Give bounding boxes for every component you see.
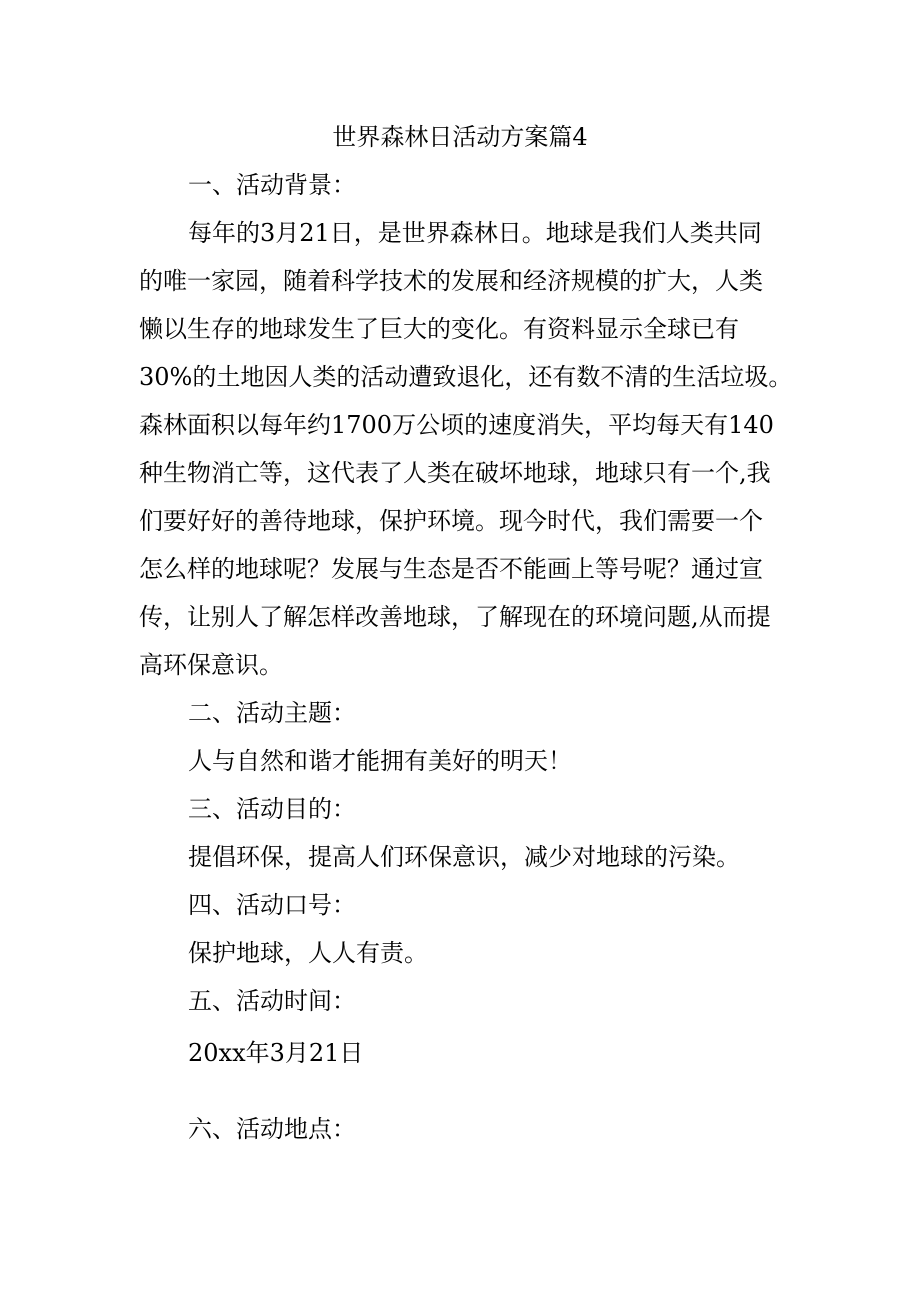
section-heading-purpose: 三、活动目的： (188, 795, 356, 823)
section-heading-time: 五、活动时间： (188, 987, 356, 1015)
background-paragraph-line-5: 森林面积以每年约1700万公顷的速度消失，平均每天有140 (139, 411, 774, 439)
background-paragraph-line-9: 传，让别人了解怎样改善地球，了解现在的环境问题,从而提 (139, 603, 771, 631)
section-heading-location: 六、活动地点： (188, 1115, 356, 1143)
background-paragraph-line-7: 们要好好的善待地球，保护环境。现今时代，我们需要一个 (139, 507, 763, 535)
section-heading-background: 一、活动背景： (188, 171, 356, 199)
background-paragraph-line-8: 怎么样的地球呢？发展与生态是否不能画上等号呢？通过宣 (139, 555, 763, 583)
section-heading-theme: 二、活动主题： (188, 699, 356, 727)
background-paragraph-line-10: 高环保意识。 (139, 651, 283, 679)
background-paragraph-line-1: 每年的3月21日，是世界森林日。地球是我们人类共同 (188, 219, 762, 247)
background-paragraph-line-2: 的唯一家园，随着科学技术的发展和经济规模的扩大，人类 (139, 267, 763, 295)
purpose-content: 提倡环保，提高人们环保意识，减少对地球的污染。 (188, 843, 740, 871)
theme-content: 人与自然和谐才能拥有美好的明天！ (188, 747, 572, 775)
background-paragraph-line-3: 懒以生存的地球发生了巨大的变化。有资料显示全球已有 (139, 315, 739, 343)
background-paragraph-line-4: 30%的土地因人类的活动遭致退化，还有数不清的生活垃圾。 (139, 363, 793, 391)
time-content: 20xx年3月21日 (188, 1039, 364, 1067)
document-title: 世界森林日活动方案篇4 (332, 123, 588, 151)
section-heading-slogan: 四、活动口号： (188, 891, 356, 919)
slogan-content: 保护地球，人人有责。 (188, 939, 428, 967)
background-paragraph-line-6: 种生物消亡等，这代表了人类在破坏地球，地球只有一个,我 (139, 459, 771, 487)
